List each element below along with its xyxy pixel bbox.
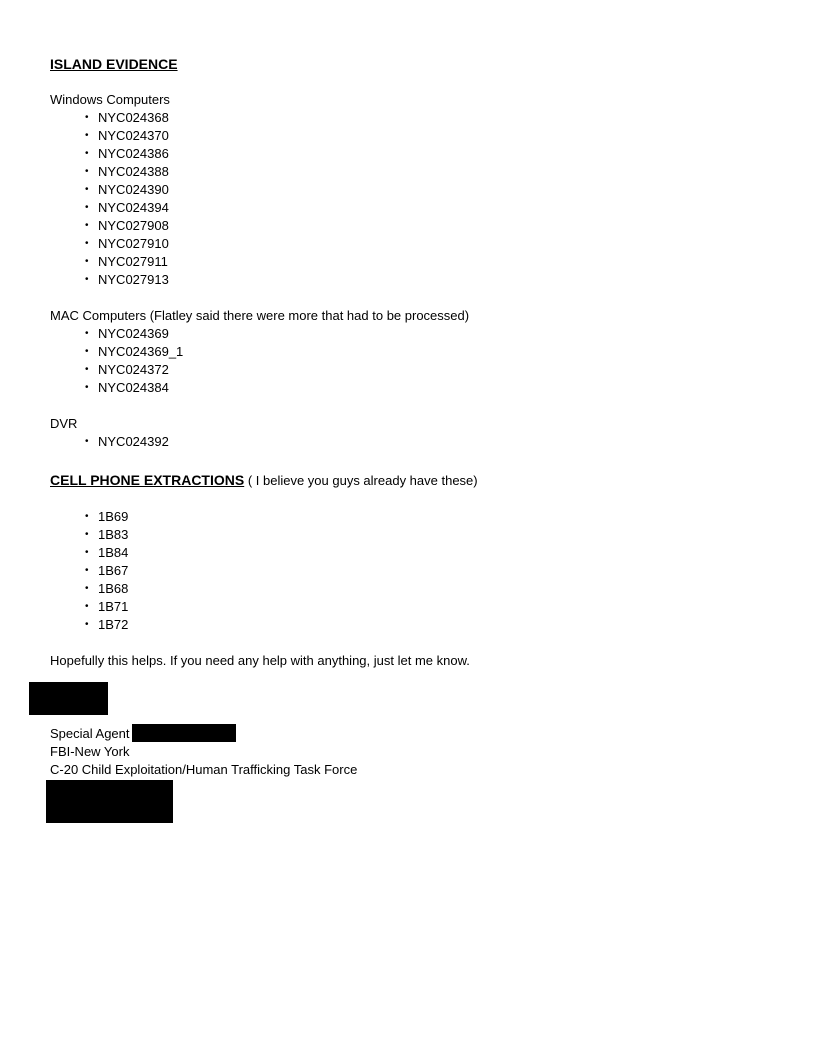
- redaction-block-name: [132, 724, 236, 742]
- signature-office: FBI-New York: [50, 744, 130, 759]
- list-item: • 1B71: [85, 598, 770, 616]
- list-item: • 1B67: [85, 562, 770, 580]
- list-item: • NYC027908: [85, 217, 770, 235]
- cell-phone-heading-row: [50, 471, 770, 490]
- spacer: [50, 634, 770, 652]
- list-item: • NYC024392: [85, 433, 770, 451]
- list-item: • NYC024384: [85, 379, 770, 397]
- list-item: • NYC024372: [85, 361, 770, 379]
- list-item: • NYC024369: [85, 325, 770, 343]
- list-item: • NYC024386: [85, 145, 770, 163]
- spacer: [50, 490, 770, 508]
- list-item: • 1B68: [85, 580, 770, 598]
- cell-phone-extractions-heading: CELL PHONE EXTRACTIONS: [50, 472, 245, 488]
- list-item: • NYC024369_1: [85, 343, 770, 361]
- closing-text: Hopefully this helps. If you need any help with anything, just let me know.: [50, 653, 470, 668]
- island-evidence-heading: ISLAND EVIDENCE: [50, 56, 178, 72]
- list-item: • NYC027911: [85, 253, 770, 271]
- cell-phone-list: [50, 508, 770, 634]
- list-item: • 1B72: [85, 616, 770, 634]
- signature-title: Special Agent: [50, 726, 130, 741]
- spacer: [50, 73, 770, 91]
- spacer: [50, 670, 770, 724]
- dvr-label: DVR: [50, 416, 78, 431]
- list-item: • NYC024394: [85, 199, 770, 217]
- list-item: • NYC024390: [85, 181, 770, 199]
- list-item: • NYC027910: [85, 235, 770, 253]
- spacer: [50, 451, 770, 471]
- list-item: • 1B83: [85, 526, 770, 544]
- windows-computers-label: Windows Computers: [50, 92, 170, 107]
- spacer: [50, 397, 770, 415]
- mac-computers-label: MAC Computers (Flatley said there were more that had to be processed): [50, 308, 470, 323]
- list-item: • NYC024388: [85, 163, 770, 181]
- list-item: • 1B69: [85, 508, 770, 526]
- list-item: • NYC024370: [85, 127, 770, 145]
- mac-computers-list: [50, 325, 770, 397]
- signature-unit: C-20 Child Exploitation/Human Trafficking Task Force: [50, 762, 358, 777]
- list-item: • NYC027913: [85, 271, 770, 289]
- list-item: • 1B84: [85, 544, 770, 562]
- signature-title-row: [50, 724, 770, 743]
- dvr-list: [50, 433, 770, 451]
- spacer: [50, 289, 770, 307]
- redaction-block-contact: [46, 780, 173, 823]
- windows-computers-list: [50, 109, 770, 289]
- redaction-block-signature: [29, 682, 108, 715]
- list-item: • NYC024368: [85, 109, 770, 127]
- cell-phone-note: ( I believe you guys already have these): [244, 473, 478, 488]
- document-body: [50, 55, 770, 779]
